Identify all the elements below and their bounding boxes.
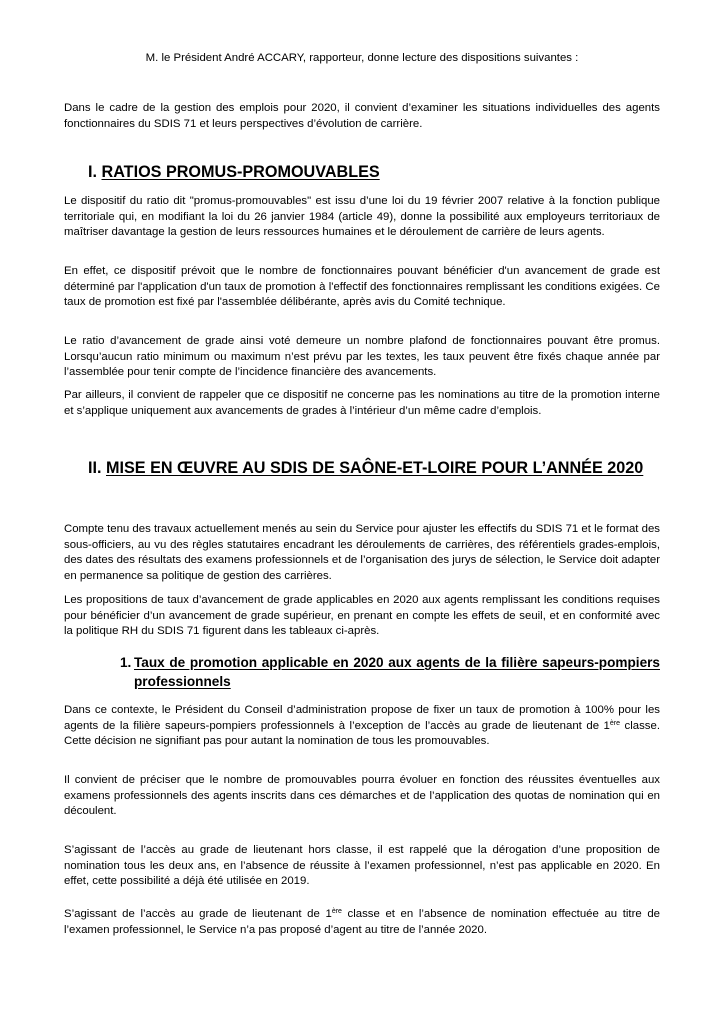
paragraph-text: classe. Cette décision ne signifiant pas pour autant la nomination de tous les promouvables. xyxy=(64,719,661,748)
intro-line: M. le Président André ACCARY, rapporteur, donne lecture des dispositions suivantes : xyxy=(145,52,579,64)
section-1-number: I. xyxy=(88,163,97,181)
paragraph-text: classe et en l’absence de nomination effectuée au titre de l’examen professionnel, le Service n’a pas proposé d’agent au titre de l’année 2020. xyxy=(64,908,660,936)
section-2-paragraph-2: Les propositions de taux d’avancement de grade applicables en 2020 aux agents remplissant les conditions requises pour bénéficier d’un avancement de grade supérieur, en prenant en compte les effets de seuil, et en conformité avec la politique RH du SDIS 71 figurent dans les tableaux ci-après. xyxy=(64,594,660,638)
subsection-1-paragraph-4 xyxy=(64,907,660,938)
section-2-heading xyxy=(88,458,643,478)
subsection-1-paragraph-2: Il convient de préciser que le nombre de promouvables pourra évoluer en fonction des réussites éventuelles aux examens professionnels des agents inscrits dans ces démarches et de l’application des quotas de nomination qui en découlent. xyxy=(64,774,660,818)
section-2-number: II. xyxy=(88,459,102,477)
superscript: ère xyxy=(609,719,621,727)
paragraph-text: S’agissant de l’accès au grade de lieutenant de 1 xyxy=(64,908,332,920)
subsection-1-paragraph-1 xyxy=(64,703,660,750)
section-1-paragraph-2: En effet, ce dispositif prévoit que le nombre de fonctionnaires pouvant bénéficier d'un avancement de grade est déterminé par l'application d'un taux de promotion à l'effectif des fonctionnaires remplissant les conditions exigées. Ce taux de promotion est fixé par l'assemblée délibérante, après avis du Comité technique. xyxy=(64,265,660,309)
context-paragraph: Dans le cadre de la gestion des emplois pour 2020, il convient d’examiner les situations individuelles des agents fonctionnaires du SDIS 71 et leurs perspectives d’évolution de carrière. xyxy=(64,102,660,130)
subsection-1-paragraph-3: S’agissant de l’accès au grade de lieutenant hors classe, il est rappelé que la dérogation d’une proposition de nomination tous les deux ans, en l’absence de réussite à l’examen professionnel, n’est pas applicable en 2020. En effet, cette possibilité a déjà été utilisée en 2019. xyxy=(64,844,660,888)
superscript: ère xyxy=(331,908,342,915)
paragraph-text: Dans ce contexte, le Président du Conseil d’administration propose de fixer un taux de promotion à 100% pour les agents de la filière sapeurs-pompiers professionnels à l’exception de l’accès au grade de lieutenant de 1 xyxy=(64,704,660,732)
section-1-paragraph-3: Le ratio d’avancement de grade ainsi voté demeure un nombre plafond de fonctionnaires pouvant être promus. Lorsqu’aucun ratio minimum ou maximum n’est prévu par les textes, les taux peuvent être fixés chaque année par l’assemblée pour tenir compte de l’incidence financière des avancements. xyxy=(64,335,660,379)
section-2-paragraph-1: Compte tenu des travaux actuellement menés au sein du Service pour ajuster les effectifs du SDIS 71 et le format des sous-officiers, au vu des règles statutaires encadrant les déroulements de carrières, des référentiels grades-emplois, des dates des résultats des examens professionnels et de l’organisation des jurys de sélection, le Service doit adapter en permanence sa politique de gestion des carrières. xyxy=(64,523,660,582)
section-1-paragraph-4: Par ailleurs, il convient de rappeler que ce dispositif ne concerne pas les nominations au titre de la promotion interne et s’applique uniquement aux avancements de grades à l’intérieur d’un même cadre d’emplois. xyxy=(64,389,660,417)
section-1-paragraph-1: Le dispositif du ratio dit "promus-promouvables" est issu d’une loi du 19 février 2007 relative à la fonction publique territoriale qui, en modifiant la loi du 26 janvier 1984 (article 49), donne la possibilité aux employeurs territoriaux de maîtriser davantage la gestion de leurs ressources humaines et le déroulement de carrière de leurs agents. xyxy=(64,195,660,239)
subsection-1-number: 1. xyxy=(120,655,132,670)
subsection-1-heading xyxy=(120,654,660,691)
section-2-title: MISE EN ŒUVRE AU SDIS DE SAÔNE-ET-LOIRE POUR L’ANNÉE 2020 xyxy=(106,459,644,477)
section-1-heading xyxy=(88,162,380,182)
subsection-1-title: Taux de promotion applicable en 2020 aux agents de la filière sapeurs-pompiers professionnels xyxy=(134,655,660,689)
section-1-title: RATIOS PROMUS-PROMOUVABLES xyxy=(101,163,380,181)
